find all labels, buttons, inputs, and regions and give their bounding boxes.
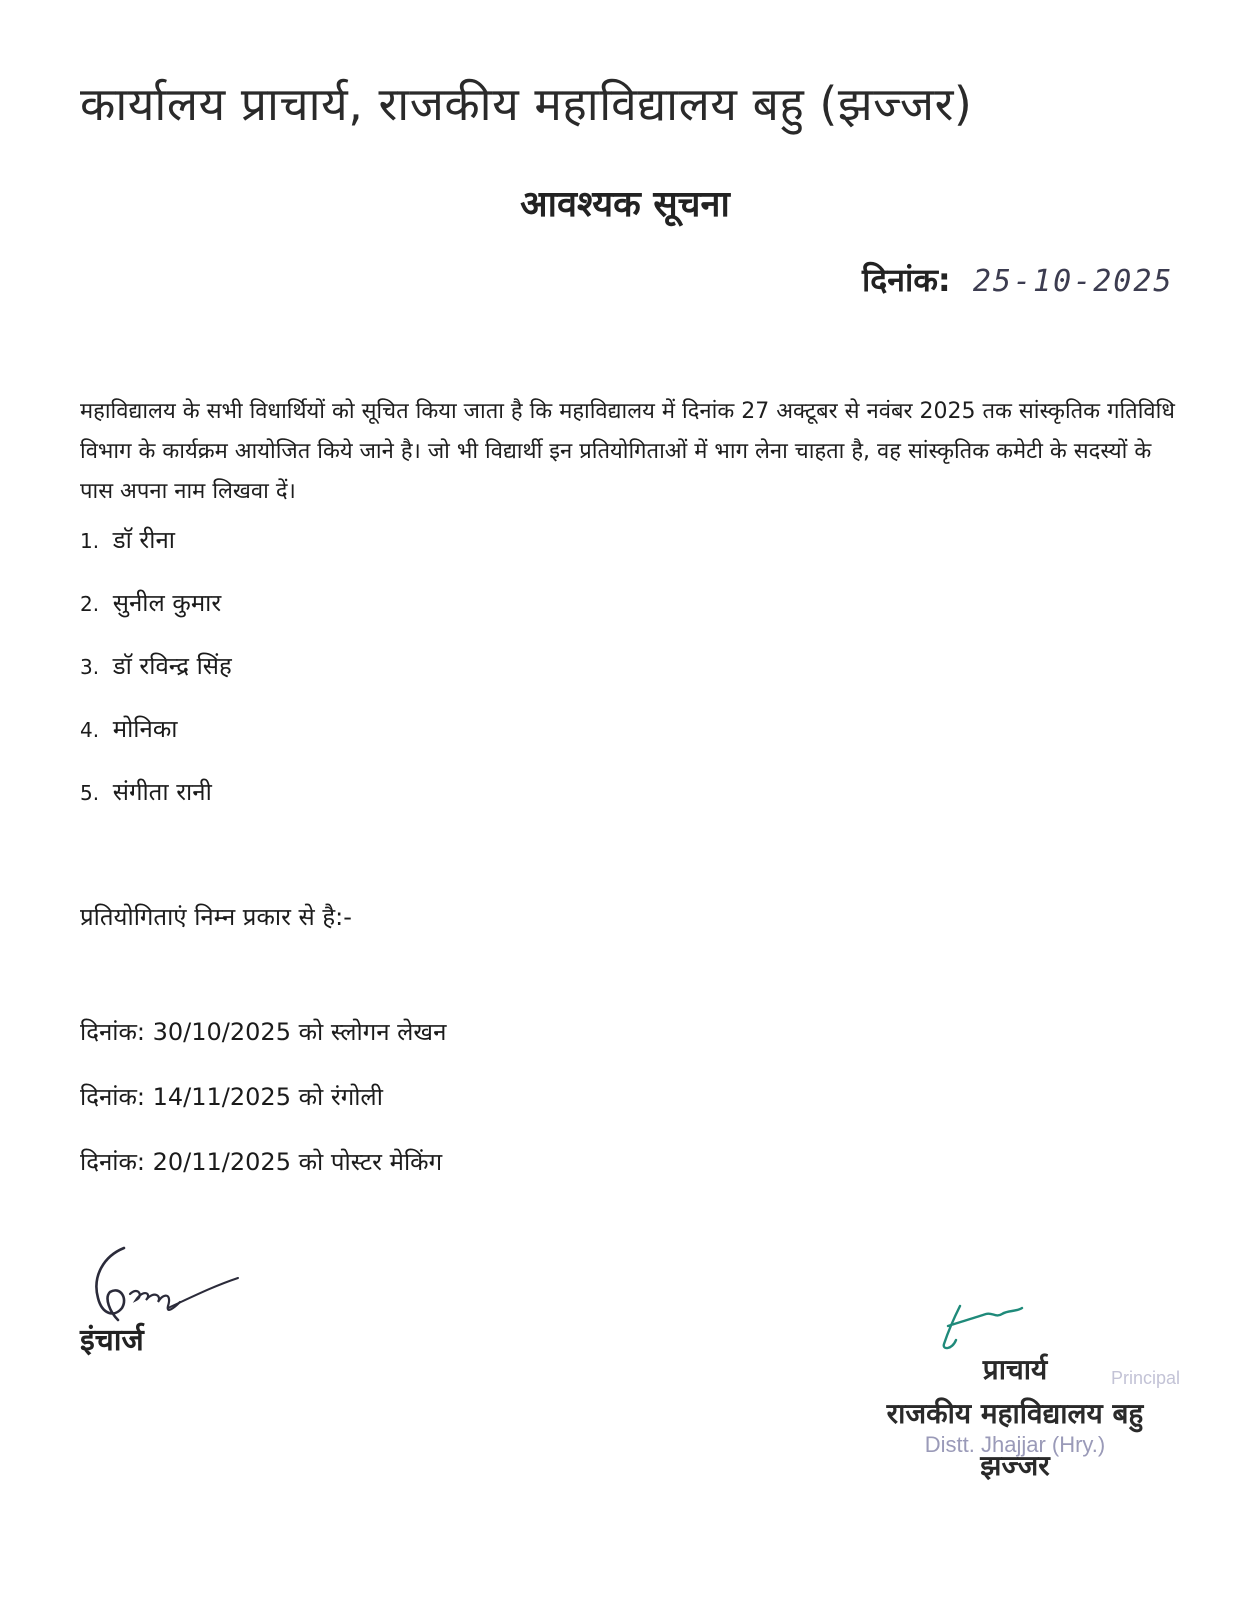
competition-events-list: [80, 1012, 446, 1207]
office-title: कार्यालय प्राचार्य, राजकीय महाविद्यालय बहु (झज्जर): [80, 77, 973, 131]
event-item: दिनांक: 14/11/2025 को रंगोली: [80, 1083, 383, 1111]
notice-date: [862, 258, 1174, 301]
principal-title: प्राचार्य: [982, 1353, 1048, 1386]
list-number: 3.: [80, 655, 100, 679]
list-item: [80, 646, 232, 709]
member-name: मोनिका: [112, 715, 178, 743]
event-item: दिनांक: 30/10/2025 को स्लोगन लेखन: [80, 1018, 447, 1046]
member-name: सुनील कुमार: [112, 589, 222, 617]
date-value: 25-10-2025: [972, 264, 1174, 299]
list-number: 4.: [80, 718, 100, 742]
principal-college: राजकीय महाविद्यालय बहु: [886, 1397, 1144, 1430]
list-item: [80, 520, 232, 583]
committee-members-list: [80, 520, 232, 835]
list-item: [80, 583, 232, 646]
event-item: दिनांक: 20/11/2025 को पोस्टर मेकिंग: [80, 1148, 443, 1176]
list-number: 1.: [80, 529, 100, 553]
date-label: दिनांक:: [862, 261, 951, 299]
competitions-intro: प्रतियोगिताएं निम्न प्रकार से है:-: [80, 903, 352, 931]
stamp-text: Distt. Jhajjar (Hry.): [924, 1432, 1106, 1457]
notice-paragraph: महाविद्यालय के सभी विधार्थियों को सूचित किया जाता है कि महाविद्यालय में दिनांक 27 अक्टूबर से नवंबर 2025 तक सांस्कृतिक गतिविधि विभाग के कार्यक्रम आयोजित किये जाने है। जो भी विद्यार्थी इन प्रतियोगिताओं में भाग लेना चाहता है, वह सांस्कृतिक कमेटी के सदस्यों के पास अपना नाम लिखवा दें।: [80, 399, 1175, 504]
principal-district: झज्जर: [980, 1449, 1050, 1482]
list-number: 2.: [80, 592, 100, 616]
list-number: 5.: [80, 781, 100, 805]
member-name: संगीता रानी: [112, 778, 212, 806]
member-name: डाॅ रविन्द्र सिंह: [112, 652, 232, 680]
stamp-text: Principal: [1110, 1368, 1180, 1388]
list-item: [80, 772, 232, 835]
member-name: डाॅ रीना: [112, 526, 175, 554]
incharge-label: इंचार्ज: [80, 1323, 144, 1358]
notice-title: आवश्यक सूचना: [520, 184, 730, 225]
principal-signature: [930, 1296, 1050, 1356]
principal-stamp: [850, 1350, 1180, 1500]
list-item: [80, 709, 232, 772]
